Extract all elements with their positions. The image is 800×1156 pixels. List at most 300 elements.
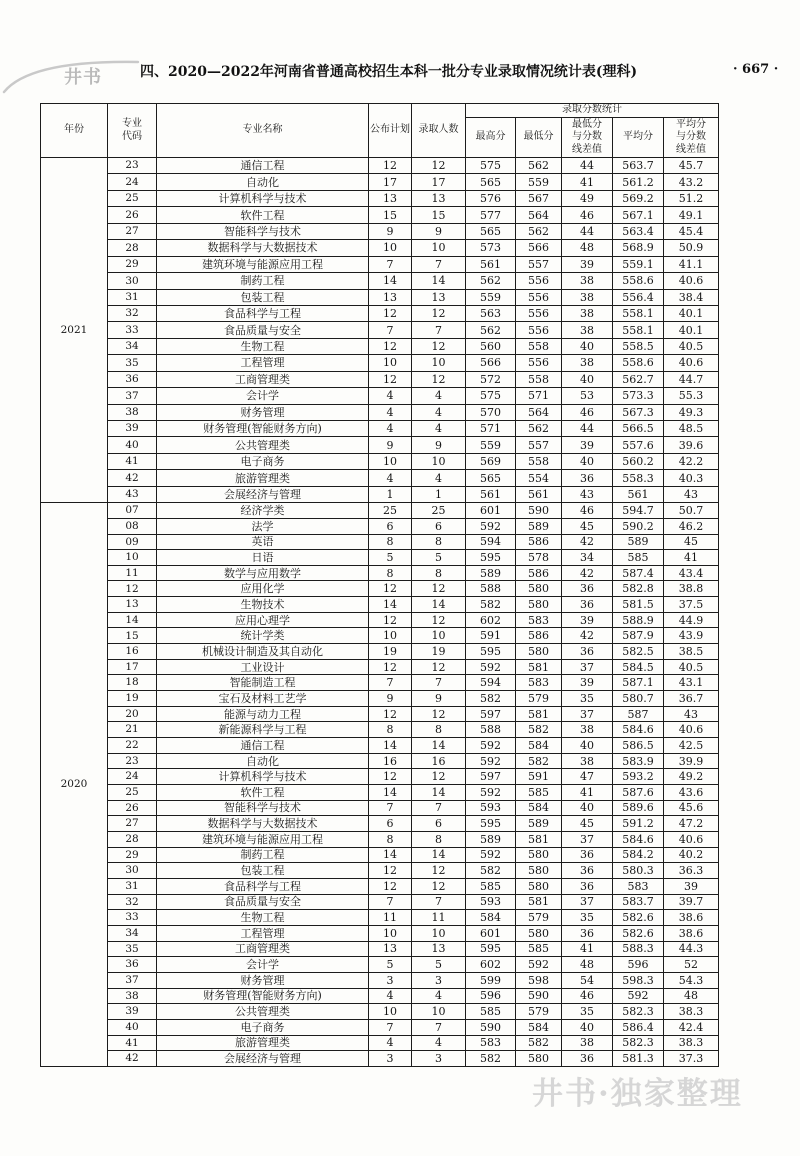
- min-score-cell: 581: [516, 706, 562, 722]
- avg-score-cell: 583.7: [613, 894, 664, 910]
- code-cell: 29: [108, 847, 157, 863]
- header-min-score: 最低分: [516, 118, 562, 158]
- avg-diff-cell: 36.3: [664, 863, 719, 879]
- major-name-cell: 工程管理: [157, 925, 369, 941]
- table-row: [41, 988, 719, 1004]
- code-cell: 42: [108, 470, 157, 486]
- min-diff-cell: 46: [562, 988, 613, 1004]
- admitted-cell: 12: [412, 863, 466, 879]
- max-score-cell: 592: [466, 518, 516, 534]
- avg-score-cell: 587: [613, 706, 664, 722]
- code-cell: 33: [108, 322, 157, 338]
- plan-cell: 10: [369, 240, 412, 256]
- header-min-diff: [562, 118, 613, 158]
- min-score-cell: 584: [516, 800, 562, 816]
- admitted-cell: 4: [412, 988, 466, 1004]
- code-cell: 17: [108, 659, 157, 675]
- admitted-cell: 9: [412, 437, 466, 453]
- max-score-cell: 573: [466, 240, 516, 256]
- avg-diff-cell: 55.3: [664, 388, 719, 404]
- min-diff-cell: 38: [562, 289, 613, 305]
- plan-cell: 3: [369, 1051, 412, 1067]
- max-score-cell: 599: [466, 972, 516, 988]
- min-diff-cell: 40: [562, 453, 613, 469]
- plan-cell: 4: [369, 1035, 412, 1051]
- avg-diff-cell: 41.1: [664, 256, 719, 272]
- code-cell: 39: [108, 421, 157, 437]
- table-row: [41, 941, 719, 957]
- major-name-cell: 建筑环境与能源应用工程: [157, 256, 369, 272]
- major-name-cell: 软件工程: [157, 785, 369, 801]
- max-score-cell: 577: [466, 207, 516, 223]
- min-diff-cell: 44: [562, 158, 613, 174]
- avg-score-cell: 582.6: [613, 925, 664, 941]
- avg-score-cell: 566.5: [613, 421, 664, 437]
- min-score-cell: 564: [516, 207, 562, 223]
- max-score-cell: 562: [466, 273, 516, 289]
- min-score-cell: 559: [516, 174, 562, 190]
- min-score-cell: 580: [516, 597, 562, 613]
- max-score-cell: 583: [466, 1035, 516, 1051]
- min-score-cell: 589: [516, 816, 562, 832]
- admitted-cell: 10: [412, 1004, 466, 1020]
- avg-diff-cell: 45: [664, 534, 719, 550]
- min-diff-cell: 38: [562, 1035, 613, 1051]
- major-name-cell: 旅游管理类: [157, 470, 369, 486]
- admitted-cell: 14: [412, 847, 466, 863]
- min-diff-cell: 38: [562, 273, 613, 289]
- table-row: [41, 597, 719, 613]
- plan-cell: 19: [369, 644, 412, 660]
- plan-cell: 12: [369, 581, 412, 597]
- code-cell: 30: [108, 273, 157, 289]
- avg-diff-cell: 46.2: [664, 518, 719, 534]
- admitted-cell: 14: [412, 738, 466, 754]
- table-row: [41, 659, 719, 675]
- plan-cell: 3: [369, 972, 412, 988]
- header-admitted: 录取人数: [412, 104, 466, 158]
- avg-score-cell: 583.9: [613, 753, 664, 769]
- table-row: [41, 453, 719, 469]
- admitted-cell: 25: [412, 503, 466, 519]
- table-row: [41, 388, 719, 404]
- avg-diff-cell: 48: [664, 988, 719, 1004]
- table-row: [41, 322, 719, 338]
- min-score-cell: 556: [516, 305, 562, 321]
- min-score-cell: 592: [516, 957, 562, 973]
- code-cell: 25: [108, 190, 157, 206]
- code-cell: 26: [108, 207, 157, 223]
- major-name-cell: 能源与动力工程: [157, 706, 369, 722]
- avg-diff-cell: 40.6: [664, 273, 719, 289]
- admitted-cell: 7: [412, 675, 466, 691]
- min-diff-cell: 37: [562, 894, 613, 910]
- min-diff-cell: 37: [562, 831, 613, 847]
- max-score-cell: 582: [466, 691, 516, 707]
- max-score-cell: 565: [466, 174, 516, 190]
- min-diff-cell: 36: [562, 597, 613, 613]
- avg-diff-cell: 40.3: [664, 470, 719, 486]
- header-min-diff-label: 最低分与分数线差值: [572, 118, 602, 155]
- min-diff-cell: 36: [562, 847, 613, 863]
- plan-cell: 14: [369, 785, 412, 801]
- min-score-cell: 583: [516, 675, 562, 691]
- avg-diff-cell: 40.6: [664, 831, 719, 847]
- min-score-cell: 579: [516, 910, 562, 926]
- avg-score-cell: 587.1: [613, 675, 664, 691]
- min-diff-cell: 42: [562, 628, 613, 644]
- avg-diff-cell: 38.3: [664, 1004, 719, 1020]
- min-score-cell: 581: [516, 831, 562, 847]
- plan-cell: 8: [369, 534, 412, 550]
- avg-score-cell: 587.4: [613, 565, 664, 581]
- avg-diff-cell: 37.5: [664, 597, 719, 613]
- max-score-cell: 593: [466, 800, 516, 816]
- avg-score-cell: 558.6: [613, 273, 664, 289]
- min-score-cell: 556: [516, 355, 562, 371]
- major-name-cell: 智能科学与技术: [157, 800, 369, 816]
- admitted-cell: 14: [412, 785, 466, 801]
- avg-score-cell: 558.1: [613, 322, 664, 338]
- major-name-cell: 财务管理(智能财务方向): [157, 988, 369, 1004]
- avg-score-cell: 561: [613, 486, 664, 502]
- admitted-cell: 3: [412, 1051, 466, 1067]
- avg-score-cell: 580.7: [613, 691, 664, 707]
- avg-diff-cell: 54.3: [664, 972, 719, 988]
- major-name-cell: 建筑环境与能源应用工程: [157, 831, 369, 847]
- max-score-cell: 582: [466, 1051, 516, 1067]
- plan-cell: 6: [369, 816, 412, 832]
- major-name-cell: 旅游管理类: [157, 1035, 369, 1051]
- table-row: [41, 831, 719, 847]
- admitted-cell: 8: [412, 722, 466, 738]
- plan-cell: 14: [369, 847, 412, 863]
- min-score-cell: 586: [516, 628, 562, 644]
- major-name-cell: 生物工程: [157, 910, 369, 926]
- avg-diff-cell: 45.7: [664, 158, 719, 174]
- code-cell: 27: [108, 816, 157, 832]
- major-name-cell: 统计学类: [157, 628, 369, 644]
- max-score-cell: 575: [466, 158, 516, 174]
- min-score-cell: 557: [516, 256, 562, 272]
- min-score-cell: 556: [516, 289, 562, 305]
- admitted-cell: 19: [412, 644, 466, 660]
- max-score-cell: 559: [466, 289, 516, 305]
- min-score-cell: 580: [516, 878, 562, 894]
- code-cell: 11: [108, 565, 157, 581]
- plan-cell: 12: [369, 706, 412, 722]
- avg-score-cell: 589.6: [613, 800, 664, 816]
- avg-diff-cell: 43.6: [664, 785, 719, 801]
- admitted-cell: 7: [412, 322, 466, 338]
- admitted-cell: 14: [412, 273, 466, 289]
- plan-cell: 12: [369, 769, 412, 785]
- max-score-cell: 589: [466, 565, 516, 581]
- avg-score-cell: 573.3: [613, 388, 664, 404]
- table-row: [41, 437, 719, 453]
- plan-cell: 12: [369, 371, 412, 387]
- max-score-cell: 592: [466, 785, 516, 801]
- admitted-cell: 4: [412, 470, 466, 486]
- table-row: [41, 847, 719, 863]
- max-score-cell: 561: [466, 256, 516, 272]
- max-score-cell: 593: [466, 894, 516, 910]
- code-cell: 40: [108, 1019, 157, 1035]
- avg-score-cell: 558.6: [613, 355, 664, 371]
- plan-cell: 7: [369, 800, 412, 816]
- code-cell: 26: [108, 800, 157, 816]
- table-row: [41, 910, 719, 926]
- min-diff-cell: 45: [562, 816, 613, 832]
- table-row: [41, 644, 719, 660]
- min-score-cell: 578: [516, 550, 562, 566]
- table-row: [41, 256, 719, 272]
- avg-score-cell: 596: [613, 957, 664, 973]
- max-score-cell: 575: [466, 388, 516, 404]
- plan-cell: 12: [369, 659, 412, 675]
- header-max-score: 最高分: [466, 118, 516, 158]
- table-row: [41, 289, 719, 305]
- max-score-cell: 582: [466, 597, 516, 613]
- max-score-cell: 582: [466, 863, 516, 879]
- min-diff-cell: 40: [562, 338, 613, 354]
- plan-cell: 17: [369, 174, 412, 190]
- avg-diff-cell: 38.3: [664, 1035, 719, 1051]
- major-name-cell: 财务管理(智能财务方向): [157, 421, 369, 437]
- code-cell: 19: [108, 691, 157, 707]
- avg-score-cell: 559.1: [613, 256, 664, 272]
- major-name-cell: 食品科学与工程: [157, 878, 369, 894]
- code-cell: 08: [108, 518, 157, 534]
- code-cell: 32: [108, 305, 157, 321]
- max-score-cell: 589: [466, 831, 516, 847]
- page-number: · 667 ·: [733, 62, 779, 77]
- major-name-cell: 应用心理学: [157, 612, 369, 628]
- major-name-cell: 电子商务: [157, 453, 369, 469]
- max-score-cell: 595: [466, 550, 516, 566]
- table-row: [41, 675, 719, 691]
- min-diff-cell: 36: [562, 925, 613, 941]
- min-score-cell: 589: [516, 518, 562, 534]
- code-cell: 15: [108, 628, 157, 644]
- table-row: [41, 769, 719, 785]
- avg-diff-cell: 40.5: [664, 659, 719, 675]
- admitted-cell: 3: [412, 972, 466, 988]
- min-diff-cell: 49: [562, 190, 613, 206]
- min-diff-cell: 36: [562, 878, 613, 894]
- avg-score-cell: 560.2: [613, 453, 664, 469]
- min-score-cell: 582: [516, 1035, 562, 1051]
- min-diff-cell: 36: [562, 1051, 613, 1067]
- major-name-cell: 工业设计: [157, 659, 369, 675]
- admitted-cell: 13: [412, 190, 466, 206]
- avg-diff-cell: 49.3: [664, 404, 719, 420]
- avg-diff-cell: 36.7: [664, 691, 719, 707]
- plan-cell: 4: [369, 388, 412, 404]
- plan-cell: 4: [369, 470, 412, 486]
- code-cell: 14: [108, 612, 157, 628]
- avg-score-cell: 563.4: [613, 223, 664, 239]
- admitted-cell: 12: [412, 305, 466, 321]
- min-score-cell: 556: [516, 322, 562, 338]
- min-score-cell: 584: [516, 738, 562, 754]
- plan-cell: 10: [369, 925, 412, 941]
- avg-score-cell: 585: [613, 550, 664, 566]
- admitted-cell: 10: [412, 925, 466, 941]
- min-diff-cell: 44: [562, 223, 613, 239]
- table-row: [41, 534, 719, 550]
- max-score-cell: 601: [466, 503, 516, 519]
- avg-diff-cell: 41: [664, 550, 719, 566]
- max-score-cell: 585: [466, 1004, 516, 1020]
- code-cell: 39: [108, 1004, 157, 1020]
- min-diff-cell: 48: [562, 957, 613, 973]
- min-score-cell: 579: [516, 691, 562, 707]
- table-row: [41, 174, 719, 190]
- min-score-cell: 598: [516, 972, 562, 988]
- table-row: [41, 878, 719, 894]
- avg-diff-cell: 50.9: [664, 240, 719, 256]
- min-diff-cell: 47: [562, 769, 613, 785]
- admitted-cell: 4: [412, 421, 466, 437]
- major-name-cell: 法学: [157, 518, 369, 534]
- header-avg-diff: [664, 118, 719, 158]
- admitted-cell: 8: [412, 534, 466, 550]
- major-name-cell: 智能科学与技术: [157, 223, 369, 239]
- max-score-cell: 597: [466, 706, 516, 722]
- table-row: [41, 894, 719, 910]
- admitted-cell: 12: [412, 706, 466, 722]
- avg-diff-cell: 39.7: [664, 894, 719, 910]
- min-diff-cell: 39: [562, 612, 613, 628]
- major-name-cell: 工商管理类: [157, 941, 369, 957]
- plan-cell: 10: [369, 355, 412, 371]
- plan-cell: 8: [369, 831, 412, 847]
- min-score-cell: 556: [516, 273, 562, 289]
- major-name-cell: 食品质量与安全: [157, 322, 369, 338]
- table-row: [41, 581, 719, 597]
- avg-diff-cell: 39.6: [664, 437, 719, 453]
- avg-diff-cell: 43.9: [664, 628, 719, 644]
- code-cell: 24: [108, 174, 157, 190]
- code-cell: 18: [108, 675, 157, 691]
- avg-score-cell: 588.9: [613, 612, 664, 628]
- admitted-cell: 1: [412, 486, 466, 502]
- code-cell: 37: [108, 388, 157, 404]
- min-diff-cell: 41: [562, 174, 613, 190]
- max-score-cell: 596: [466, 988, 516, 1004]
- max-score-cell: 595: [466, 644, 516, 660]
- avg-diff-cell: 40.1: [664, 305, 719, 321]
- avg-score-cell: 584.5: [613, 659, 664, 675]
- plan-cell: 7: [369, 894, 412, 910]
- min-score-cell: 590: [516, 988, 562, 1004]
- header-code-label: 专业代码: [122, 118, 142, 142]
- table-row: [41, 207, 719, 223]
- major-name-cell: 新能源科学与工程: [157, 722, 369, 738]
- major-name-cell: 计算机科学与技术: [157, 190, 369, 206]
- plan-cell: 11: [369, 910, 412, 926]
- code-cell: 28: [108, 831, 157, 847]
- admitted-cell: 7: [412, 800, 466, 816]
- avg-score-cell: 588.3: [613, 941, 664, 957]
- avg-diff-cell: 45.6: [664, 800, 719, 816]
- table-row: [41, 722, 719, 738]
- avg-score-cell: 556.4: [613, 289, 664, 305]
- min-score-cell: 567: [516, 190, 562, 206]
- avg-diff-cell: 40.2: [664, 847, 719, 863]
- major-name-cell: 应用化学: [157, 581, 369, 597]
- admitted-cell: 12: [412, 612, 466, 628]
- max-score-cell: 559: [466, 437, 516, 453]
- table-row: [41, 470, 719, 486]
- max-score-cell: 584: [466, 910, 516, 926]
- min-score-cell: 558: [516, 453, 562, 469]
- min-diff-cell: 39: [562, 437, 613, 453]
- min-score-cell: 580: [516, 863, 562, 879]
- major-name-cell: 制药工程: [157, 847, 369, 863]
- avg-diff-cell: 42.2: [664, 453, 719, 469]
- avg-score-cell: 587.9: [613, 628, 664, 644]
- avg-score-cell: 558.1: [613, 305, 664, 321]
- avg-score-cell: 558.5: [613, 338, 664, 354]
- table-row: [41, 738, 719, 754]
- admitted-cell: 15: [412, 207, 466, 223]
- min-score-cell: 581: [516, 659, 562, 675]
- admitted-cell: 5: [412, 550, 466, 566]
- min-score-cell: 583: [516, 612, 562, 628]
- max-score-cell: 602: [466, 957, 516, 973]
- min-score-cell: 571: [516, 388, 562, 404]
- code-cell: 10: [108, 550, 157, 566]
- avg-diff-cell: 43.4: [664, 565, 719, 581]
- max-score-cell: 588: [466, 722, 516, 738]
- min-diff-cell: 38: [562, 722, 613, 738]
- avg-diff-cell: 44.7: [664, 371, 719, 387]
- admitted-cell: 7: [412, 1019, 466, 1035]
- max-score-cell: 592: [466, 738, 516, 754]
- plan-cell: 10: [369, 1004, 412, 1020]
- code-cell: 12: [108, 581, 157, 597]
- min-score-cell: 562: [516, 223, 562, 239]
- min-score-cell: 586: [516, 534, 562, 550]
- major-name-cell: 数据科学与大数据技术: [157, 240, 369, 256]
- major-name-cell: 软件工程: [157, 207, 369, 223]
- admitted-cell: 6: [412, 816, 466, 832]
- max-score-cell: 594: [466, 534, 516, 550]
- min-score-cell: 582: [516, 753, 562, 769]
- min-score-cell: 566: [516, 240, 562, 256]
- code-cell: 07: [108, 503, 157, 519]
- table-row: [41, 706, 719, 722]
- max-score-cell: 572: [466, 371, 516, 387]
- major-name-cell: 财务管理: [157, 404, 369, 420]
- avg-score-cell: 558.3: [613, 470, 664, 486]
- code-cell: 33: [108, 910, 157, 926]
- max-score-cell: 561: [466, 486, 516, 502]
- plan-cell: 4: [369, 404, 412, 420]
- code-cell: 20: [108, 706, 157, 722]
- max-score-cell: 569: [466, 453, 516, 469]
- plan-cell: 7: [369, 256, 412, 272]
- major-name-cell: 包装工程: [157, 863, 369, 879]
- code-cell: 41: [108, 1035, 157, 1051]
- code-cell: 34: [108, 338, 157, 354]
- min-score-cell: 581: [516, 894, 562, 910]
- table-row: [41, 612, 719, 628]
- major-name-cell: 工商管理类: [157, 371, 369, 387]
- min-diff-cell: 34: [562, 550, 613, 566]
